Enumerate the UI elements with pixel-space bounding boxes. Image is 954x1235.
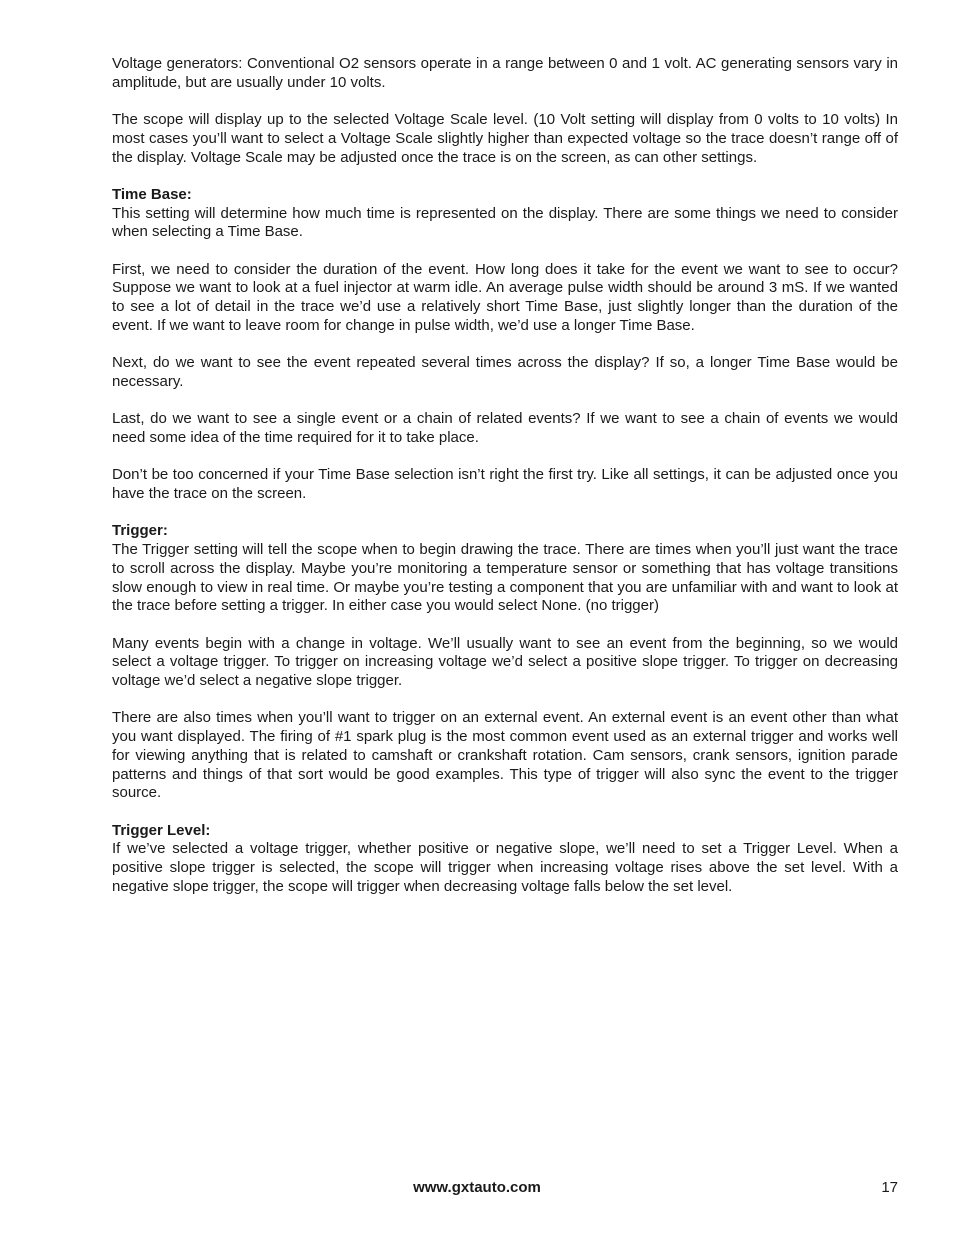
time-base-paragraph: Next, do we want to see the event repeated several times across the display? If so, a longer Time Base would be necessary. [112, 354, 898, 390]
trigger-level-paragraph: If we’ve selected a voltage trigger, whether positive or negative slope, we’ll need to set a Trigger Level. When a positive slope trigger is selected, the scope will trigger when increasing voltage rises above the set level. With a negative slope trigger, the scope will trigger when decreasing voltage falls below the set level. [112, 840, 898, 895]
time-base-paragraph: This setting will determine how much time is represented on the display. There are some things we need to consider when selecting a Time Base. [112, 204, 898, 241]
trigger-paragraph: The Trigger setting will tell the scope when to begin drawing the trace. There are times when you’ll just want the trace to scroll across the display. Maybe you’re monitoring a temperature sensor or something that has voltage transitions slow enough to view in real time. Or maybe you’re testing a component that you are unfamiliar with and want to look at the trace before setting a trigger. In either case you would select None. (no trigger) [112, 541, 898, 615]
trigger-level-heading: Trigger Level: [112, 821, 211, 839]
time-base-paragraph: Don’t be too concerned if your Time Base selection isn’t right the first try. Like all settings, it can be adjusted once you have the trace on the screen. [112, 466, 898, 503]
time-base-paragraph: Last, do we want to see a single event or a chain of related events? If we want to see a chain of events we would need some idea of the time required for it to take place. [112, 410, 898, 446]
intro-paragraph-voltage-generators: Voltage generators: Conventional O2 sensors operate in a range between 0 and 1 volt. AC generating sensors vary in amplitude, but are usually under 10 volts. [112, 55, 898, 91]
time-base-paragraph: First, we need to consider the duration of the event. How long does it take for the event we want to see to occur? Suppose we want to look at a fuel injector at warm idle. An average pulse width should be around 3 mS. If we wanted to see a lot of detail in the trace we’d use a relatively short Time Base, just slightly longer than the duration of the event. If we want to leave room for change in pulse width, we’d use a longer Time Base. [112, 260, 898, 334]
trigger-paragraph: There are also times when you’ll want to trigger on an external event. An external event is an event other than what you want displayed. The firing of #1 spark plug is the most common event used as an external trigger and works well for viewing anything that is related to camshaft or crankshaft rotation. Cam sensors, crank sensors, ignition parade patterns and things of that sort would be good examples. This type of trigger will also sync the event to the trigger source. [112, 709, 898, 802]
time-base-heading: Time Base: [112, 185, 192, 203]
intro-paragraph-voltage-scale: The scope will display up to the selected Voltage Scale level. (10 Volt setting will display from 0 volts to 10 volts) In most cases you’ll want to select a Voltage Scale slightly higher than expected voltage so the trace doesn’t range off of the display. Voltage Scale may be adjusted once the trace is on the screen, as can other settings. [112, 111, 898, 166]
trigger-paragraph: Many events begin with a change in voltage. We’ll usually want to see an event from the beginning, so we would select a voltage trigger. To trigger on increasing voltage we’d select a positive slope trigger. To trigger on decreasing voltage we’d select a negative slope trigger. [112, 634, 898, 690]
trigger-heading: Trigger: [112, 522, 168, 540]
footer-url: www.gxtauto.com [413, 1179, 541, 1196]
page-body [112, 55, 898, 915]
page-number: 17 [881, 1179, 898, 1196]
